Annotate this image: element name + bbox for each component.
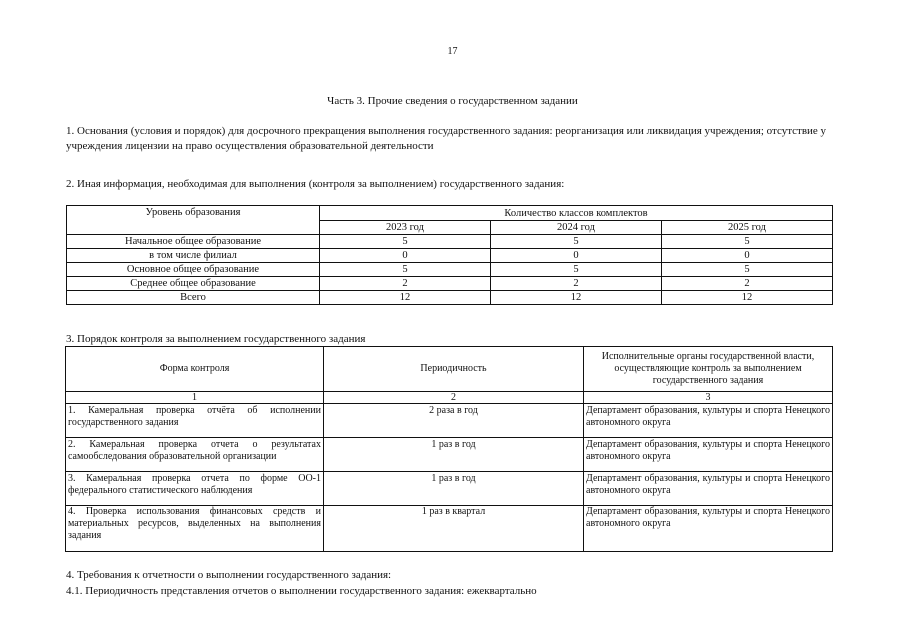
table-row	[66, 438, 833, 472]
control-form: 3. Камеральная проверка отчета по форме ОО-1 федерального статистического наблюдения	[66, 472, 324, 506]
class-count: 5	[491, 235, 662, 249]
organ-header: Исполнительные органы государственной власти, осуществляющие контроль за выполнением государственного задания	[584, 347, 833, 392]
class-count: 12	[662, 291, 833, 305]
level-label: в том числе филиал	[67, 249, 320, 263]
control-form: 1. Камеральная проверка отчёта об исполнении государственного задания	[66, 404, 324, 438]
page-number: 17	[447, 46, 458, 57]
class-count: 0	[662, 249, 833, 263]
count-header: Количество классов комплектов	[320, 206, 833, 221]
control-organ: Департамент образования, культуры и спорта Ненецкого автономного округа	[584, 404, 833, 438]
class-count: 12	[320, 291, 491, 305]
section-1-text: 1. Основания (условия и порядок) для досрочного прекращения выполнения государственного задания: реорганизация или ликвидация учреждения; отсутствие у учреждения лицензии на право осуществления образовательной деятельности	[66, 125, 827, 152]
column-number: 2	[324, 392, 584, 404]
class-count-table	[66, 205, 833, 305]
year-header: 2023 год	[320, 221, 491, 235]
level-label: Начальное общее образование	[67, 235, 320, 249]
class-count: 2	[320, 277, 491, 291]
page-title: Часть 3. Прочие сведения о государственном задании	[327, 95, 578, 107]
control-organ: Департамент образования, культуры и спорта Ненецкого автономного округа	[584, 472, 833, 506]
class-count: 5	[662, 263, 833, 277]
level-header: Уровень образования	[67, 206, 320, 235]
section-4-1-text: 4.1. Периодичность представления отчетов о выполнении государственного задания: ежеквартально	[66, 585, 537, 597]
column-number: 3	[584, 392, 833, 404]
form-header: Форма контроля	[66, 347, 324, 392]
class-count: 5	[662, 235, 833, 249]
control-form: 2. Камеральная проверка отчета о результатах самообследования образовательной организации	[66, 438, 324, 472]
control-form: 4. Проверка использования финансовых средств и материальных ресурсов, выделенных на выполнения задания	[66, 506, 324, 552]
control-period: 1 раз в год	[324, 438, 584, 472]
table-row	[66, 472, 833, 506]
year-header: 2024 год	[491, 221, 662, 235]
class-count: 0	[320, 249, 491, 263]
control-organ: Департамент образования, культуры и спорта Ненецкого автономного округа	[584, 506, 833, 552]
control-organ: Департамент образования, культуры и спорта Ненецкого автономного округа	[584, 438, 833, 472]
level-label: Основное общее образование	[67, 263, 320, 277]
table-row	[67, 249, 833, 263]
section-4-text: 4. Требования к отчетности о выполнении государственного задания:	[66, 569, 392, 581]
control-period: 2 раза в год	[324, 404, 584, 438]
class-count: 2	[491, 277, 662, 291]
class-count: 5	[320, 263, 491, 277]
year-header: 2025 год	[662, 221, 833, 235]
class-count: 5	[491, 263, 662, 277]
table-row	[66, 404, 833, 438]
class-count: 2	[662, 277, 833, 291]
class-count: 5	[320, 235, 491, 249]
class-count: 12	[491, 291, 662, 305]
table-row	[67, 235, 833, 249]
level-label: Среднее общее образование	[67, 277, 320, 291]
section-3-text: 3. Порядок контроля за выполнением государственного задания	[66, 333, 366, 345]
column-number: 1	[66, 392, 324, 404]
table-row-total	[67, 291, 833, 305]
control-period: 1 раз в квартал	[324, 506, 584, 552]
level-label: Всего	[67, 291, 320, 305]
table-row	[66, 506, 833, 552]
table-row	[67, 263, 833, 277]
period-header: Периодичность	[324, 347, 584, 392]
table-row	[67, 277, 833, 291]
section-2-text: 2. Иная информация, необходимая для выполнения (контроля за выполнением) государственного задания:	[66, 178, 565, 190]
class-count: 0	[491, 249, 662, 263]
control-table	[65, 346, 833, 552]
control-period: 1 раз в год	[324, 472, 584, 506]
